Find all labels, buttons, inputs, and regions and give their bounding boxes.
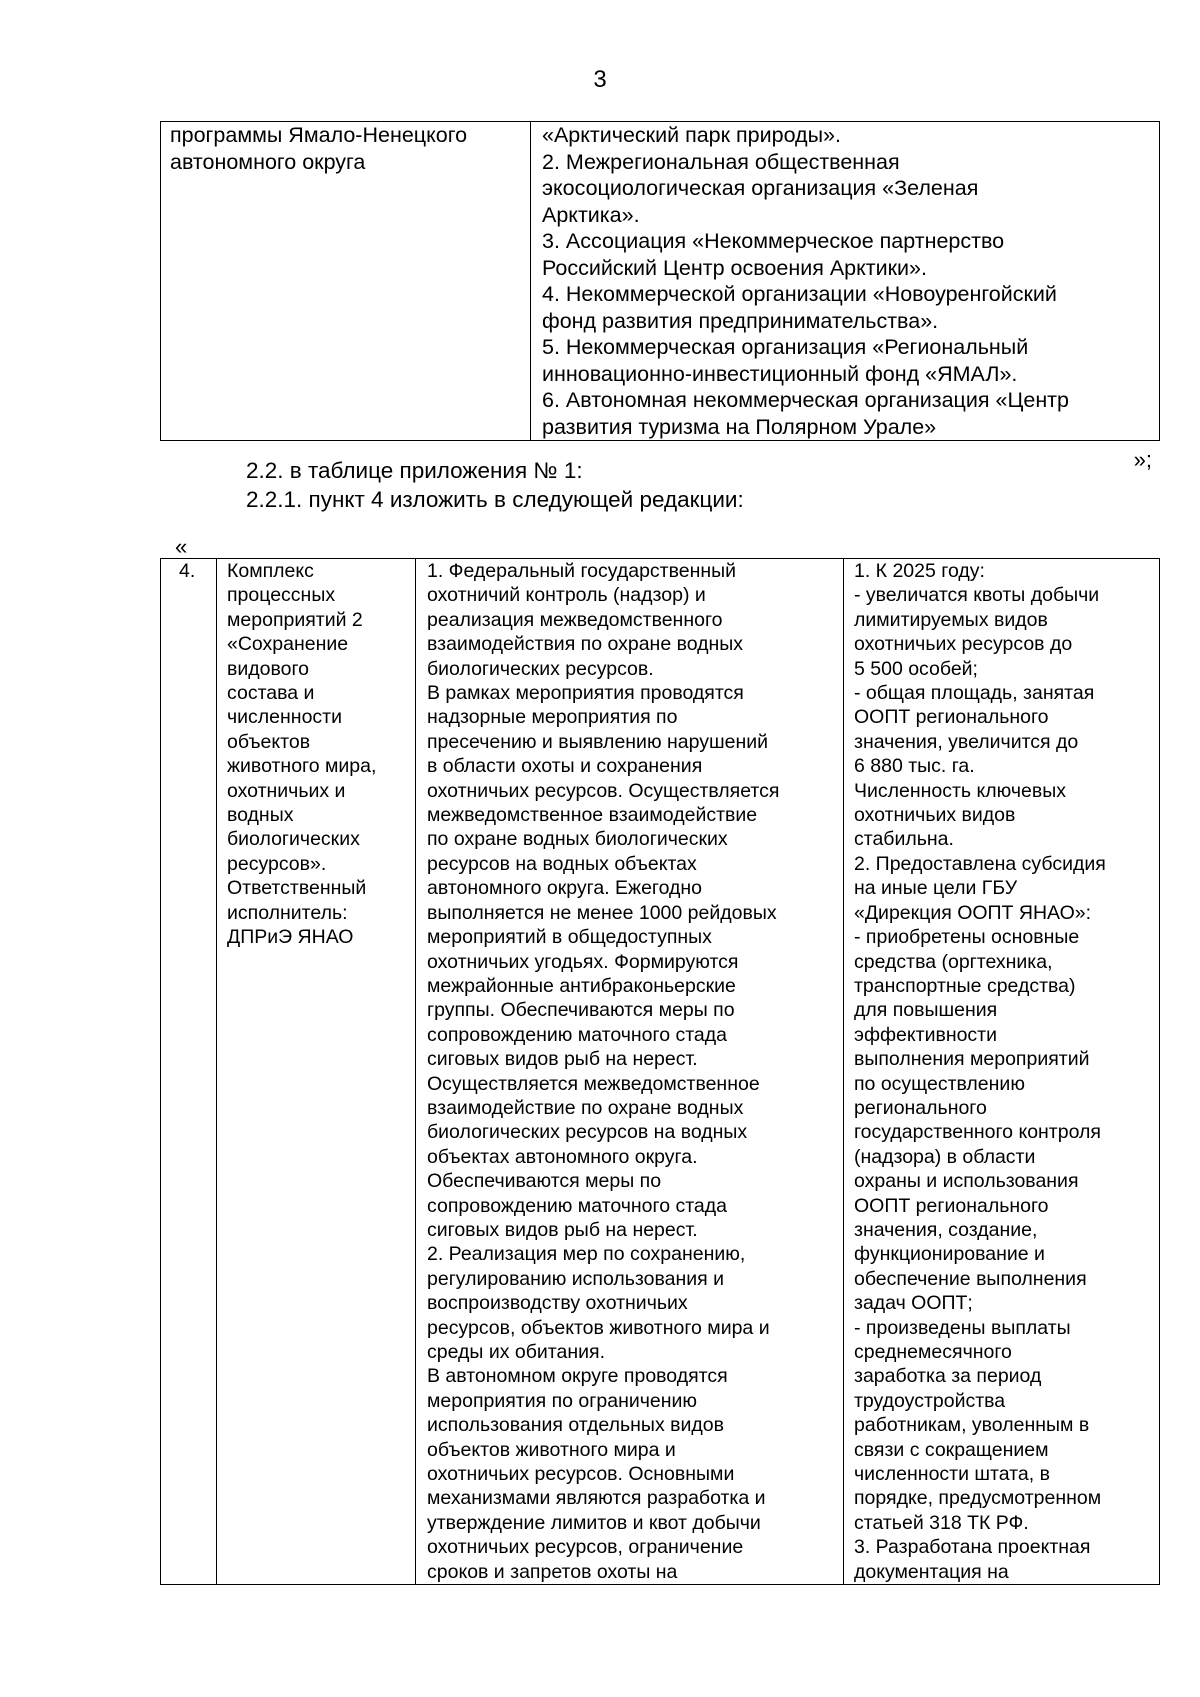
activity-name-cell	[217, 559, 416, 1585]
text-line: мероприятия по ограничению	[427, 1389, 698, 1412]
text-line: заработка за период	[854, 1365, 1042, 1388]
text-line: сопровождению маточного стада	[427, 1194, 728, 1217]
text-line: развития туризма на Полярном Урале»	[542, 414, 937, 439]
text-line: охотничьих и	[227, 779, 346, 802]
program-name-cell	[161, 122, 531, 441]
text-line: для повышения	[854, 999, 998, 1022]
text-line: механизмами являются разработка и	[427, 1487, 766, 1510]
text-line: мероприятий в общедоступных	[427, 926, 712, 949]
text-line: использования отдельных видов	[427, 1414, 724, 1437]
text-line: статьей 318 ТК РФ.	[854, 1511, 1029, 1534]
text-line: охотничьих ресурсов. Осуществляется	[427, 779, 780, 802]
text-line: программы Ямало-Ненецкого	[170, 123, 468, 147]
text-line: средства (оргтехника,	[854, 950, 1053, 973]
text-line: биологических	[227, 828, 360, 851]
text-line: 5. Некоммерческая организация «Региональный	[542, 335, 1029, 359]
text-line: экосоциологическая организация «Зеленая	[542, 176, 979, 200]
text-line: животного мира,	[227, 755, 377, 778]
text-line: 1. К 2025 году:	[854, 560, 985, 582]
text-line: исполнитель:	[227, 901, 348, 924]
text-line: регулированию использования и	[427, 1267, 725, 1290]
text-line: ДПРиЭ ЯНАО	[227, 926, 354, 949]
closing-quote: »;	[1133, 447, 1152, 472]
text-line: лимитируемых видов	[854, 608, 1048, 631]
text-line: автономного округа	[170, 149, 366, 174]
text-line: Ответственный	[227, 877, 367, 900]
text-line: эффективности	[854, 1023, 998, 1046]
text-line: государственного контроля	[854, 1121, 1101, 1144]
row-number-cell	[161, 559, 217, 1585]
continued-table	[160, 121, 1160, 441]
text-line: среднемесячного	[854, 1341, 1012, 1363]
appendix-table	[160, 558, 1160, 1585]
text-line: среды их обитания.	[427, 1341, 605, 1363]
text-line: 1. Федеральный государственный	[427, 560, 737, 582]
text-line: сиговых видов рыб на нерест.	[427, 1218, 698, 1241]
text-line: инновационно-инвестиционный фонд «ЯМАЛ».	[542, 361, 1018, 386]
text-line: порядке, предусмотренном	[854, 1487, 1102, 1510]
text-line: фонд развития предпринимательства».	[542, 308, 939, 333]
organizations-cell	[531, 122, 1160, 441]
text-line: связи с сокращением	[854, 1438, 1049, 1461]
text-line: реализация межведомственного	[427, 608, 723, 631]
text-line: состава и	[227, 682, 315, 705]
text-line: «Дирекция ООПТ ЯНАО»:	[854, 901, 1092, 924]
text-line: ООПТ регионального	[854, 706, 1049, 729]
text-line: сиговых видов рыб на нерест.	[427, 1048, 698, 1071]
organizations-lines	[542, 122, 1151, 440]
text-line: (надзора) в области	[854, 1145, 1036, 1168]
text-line: надзорные мероприятия по	[427, 706, 678, 729]
text-line: 6. Автономная некоммерческая организация «Центр	[542, 388, 1069, 412]
text-line: 2. Реализация мер по сохранению,	[427, 1243, 746, 1266]
opening-quote: «	[175, 534, 188, 559]
text-line: воспроизводству охотничьих	[427, 1292, 688, 1315]
text-line: охотничьих ресурсов, ограничение	[427, 1536, 744, 1559]
text-line: - увеличатся квоты добычи	[854, 584, 1100, 607]
text-line: работникам, уволенным в	[854, 1414, 1090, 1437]
text-line: объектах автономного округа.	[427, 1145, 698, 1168]
text-line: документация на	[854, 1560, 1009, 1583]
text-line: видового	[227, 657, 309, 680]
text-line: 4. Некоммерческой организации «Новоуренгойский	[542, 282, 1057, 306]
text-line: биологических ресурсов.	[427, 657, 654, 680]
table-row	[161, 122, 1160, 441]
text-line: В рамках мероприятия проводятся	[427, 682, 744, 705]
text-line: мероприятий 2	[227, 608, 363, 631]
text-line: охотничий контроль (надзор) и	[427, 584, 706, 607]
text-line: 2. Межрегиональная общественная	[542, 149, 900, 174]
text-line: регионального	[854, 1096, 987, 1119]
paragraph-2-2-1: 2.2.1. пункт 4 изложить в следующей редакции:	[246, 487, 744, 512]
text-line: взаимодействия по охране водных	[427, 633, 744, 656]
text-line: автономного округа. Ежегодно	[427, 877, 703, 900]
activity-name-lines	[227, 559, 407, 950]
text-line: задач ООПТ;	[854, 1292, 973, 1315]
text-line: охотничьих угодьях. Формируются	[427, 950, 739, 973]
text-line: значения, увеличится до	[854, 730, 1079, 753]
paragraph-2-2: 2.2. в таблице приложения № 1:	[246, 458, 583, 483]
tasks-lines	[427, 559, 835, 1584]
text-line: 2. Предоставлена субсидия	[854, 852, 1106, 875]
text-line: - приобретены основные	[854, 926, 1080, 949]
tasks-cell	[416, 559, 844, 1585]
text-line: межрайонные антибраконьерские	[427, 974, 736, 997]
text-line: охраны и использования	[854, 1170, 1079, 1193]
text-line: численности штата, в	[854, 1463, 1050, 1486]
text-line: охотничьих ресурсов. Основными	[427, 1463, 735, 1486]
text-line: сроков и запретов охоты на	[427, 1560, 678, 1583]
text-line: пресечению и выявлению нарушений	[427, 730, 769, 753]
text-line: охотничьих ресурсов до	[854, 633, 1073, 656]
text-line: объектов	[227, 730, 311, 753]
text-line: межведомственное взаимодействие	[427, 804, 758, 827]
text-line: выполняется не менее 1000 рейдовых	[427, 901, 777, 924]
text-line: выполнения мероприятий	[854, 1048, 1090, 1071]
text-line: - произведены выплаты	[854, 1316, 1071, 1339]
text-line: Комплекс	[227, 560, 314, 582]
text-line: группы. Обеспечиваются меры по	[427, 999, 735, 1022]
program-name-lines	[170, 122, 522, 175]
text-line: биологических ресурсов на водных	[427, 1121, 748, 1144]
results-lines	[854, 559, 1151, 1584]
text-line: ресурсов».	[227, 852, 327, 875]
text-line: 3. Ассоциация «Некоммерческое партнерство	[542, 229, 1005, 253]
table-row	[161, 559, 1160, 1585]
text-line: «Сохранение	[227, 633, 349, 656]
text-line: «Арктический парк природы».	[542, 123, 841, 147]
results-cell	[844, 559, 1160, 1585]
text-line: объектов животного мира и	[427, 1438, 676, 1461]
text-line: численности	[227, 706, 342, 729]
text-line: по охране водных биологических	[427, 828, 728, 851]
text-line: процессных	[227, 584, 336, 607]
text-line: сопровождению маточного стада	[427, 1023, 728, 1046]
text-line: водных	[227, 804, 294, 827]
text-line: ООПТ регионального	[854, 1194, 1049, 1217]
text-line: значения, создание,	[854, 1218, 1038, 1241]
text-line: - общая площадь, занятая	[854, 682, 1095, 705]
text-line: по осуществлению	[854, 1072, 1025, 1095]
text-line: стабильна.	[854, 828, 954, 851]
text-line: ресурсов на водных объектах	[427, 852, 697, 875]
text-line: 6 880 тыс. га.	[854, 755, 975, 778]
text-line: Обеспечиваются меры по	[427, 1170, 662, 1193]
text-line: ресурсов, объектов животного мира и	[427, 1316, 770, 1339]
text-line: Осуществляется межведомственное	[427, 1072, 760, 1095]
text-line: 3. Разработана проектная	[854, 1536, 1091, 1559]
text-line: охотничьих видов	[854, 804, 1016, 827]
text-line: обеспечение выполнения	[854, 1267, 1087, 1290]
text-line: Российский Центр освоения Арктики».	[542, 255, 927, 280]
row-number: 4.	[179, 560, 196, 582]
text-line: взаимодействие по охране водных	[427, 1096, 744, 1119]
page-number: 3	[593, 66, 607, 93]
text-line: Арктика».	[542, 202, 640, 227]
text-line: транспортные средства)	[854, 974, 1076, 997]
text-line: трудоустройства	[854, 1389, 1006, 1412]
text-line: функционирование и	[854, 1243, 1045, 1266]
text-line: на иные цели ГБУ	[854, 877, 1018, 900]
text-line: В автономном округе проводятся	[427, 1365, 728, 1388]
text-line: Численность ключевых	[854, 779, 1066, 802]
text-line: в области охоты и сохранения	[427, 755, 703, 778]
text-line: утверждение лимитов и квот добычи	[427, 1511, 761, 1534]
text-line: 5 500 особей;	[854, 657, 978, 680]
